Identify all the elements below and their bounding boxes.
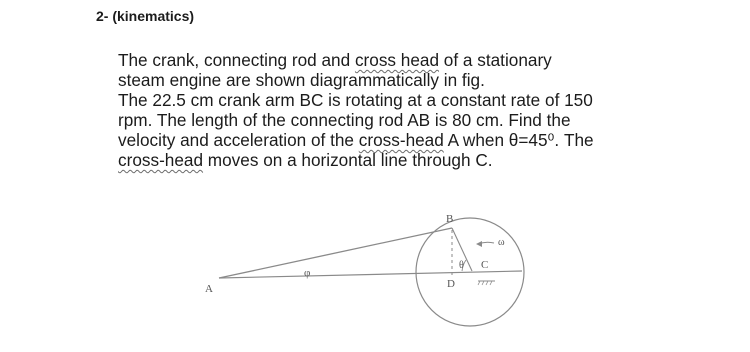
problem-line-4: rpm. The length of the connecting rod AB is 80 cm. Find the [118,110,571,130]
support-hatch [486,281,488,285]
horizontal-line-ac [219,271,522,278]
problem-line-3: The 22.5 cm crank arm BC is rotating at a constant rate of 150 [118,90,593,110]
support-hatch [482,281,484,285]
label-b: B [446,213,454,225]
text-segment: The crank, connecting rod and [118,50,355,70]
text-segment: velocity and acceleration of the [118,130,359,150]
question-number: 2- [96,8,109,24]
label-c: C [481,259,489,271]
label-phi: φ [304,267,311,279]
spell-underlined-term: cross head [354,50,440,70]
text-segment: moves on a horizontal line through C. [203,150,493,170]
omega-arrow-icon [476,241,482,247]
label-d: D [447,278,455,290]
label-theta: θ [459,260,464,271]
connecting-rod-ab [219,228,452,278]
spell-underlined-term: cross-head [358,130,444,150]
problem-line-2: steam engine are shown diagrammatically in fig. [118,70,485,90]
text-segment: of a stationary [439,50,552,70]
label-a: A [205,283,213,295]
support-hatch [490,281,492,285]
text-segment: A when θ=45⁰. The [443,130,594,150]
spell-underlined-term: cross-head [118,150,204,170]
label-omega: ω [498,237,505,248]
support-hatch [478,281,480,285]
question-topic: (kinematics) [112,8,195,24]
